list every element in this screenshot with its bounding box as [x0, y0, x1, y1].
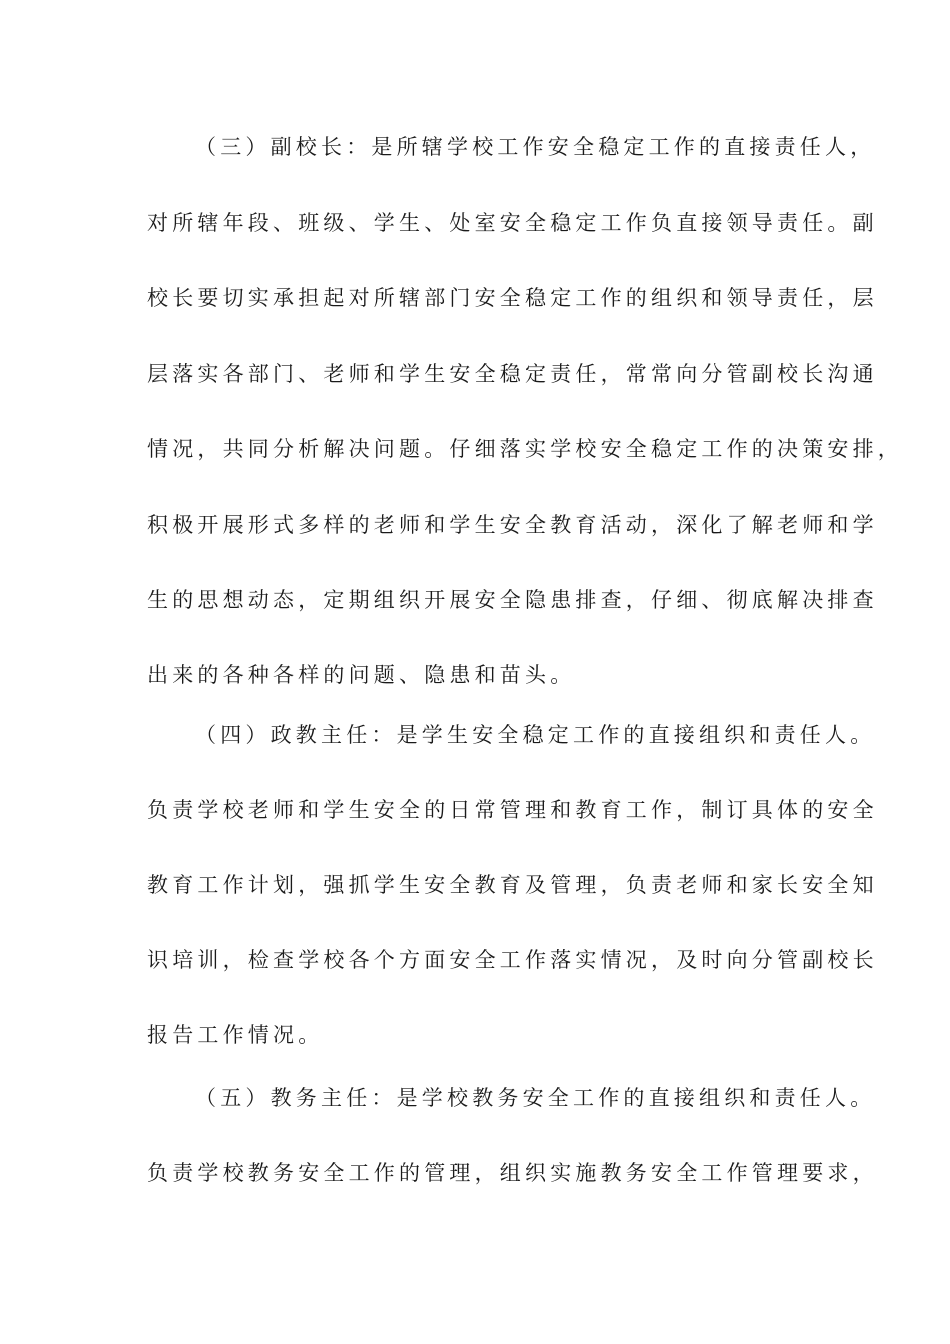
text-line: 识培训，检查学校各个方面安全工作落实情况，及时向分管副校长 — [147, 948, 878, 972]
text-line: 负责学校老师和学生安全的日常管理和教育工作，制订具体的安全 — [147, 798, 878, 822]
text-line: 情况，共同分析解决问题。仔细落实学校安全稳定工作的决策安排， — [147, 437, 903, 461]
paragraph-4-heading-line: （四）政教主任：是学生安全稳定工作的直接组织和责任人。 — [195, 723, 876, 747]
text-line: 生的思想动态，定期组织开展安全隐患排查，仔细、彻底解决排查 — [147, 588, 878, 612]
paragraph-3-heading-line: （三）副校长：是所辖学校工作安全稳定工作的直接责任人， — [195, 135, 876, 159]
text-line: 层落实各部门、老师和学生安全稳定责任，常常向分管副校长沟通 — [147, 362, 878, 386]
text-line: 对所辖年段、班级、学生、处室安全稳定工作负直接领导责任。副 — [147, 211, 878, 235]
paragraph-5-heading-line: （五）教务主任：是学校教务安全工作的直接组织和责任人。 — [195, 1086, 876, 1110]
text-line: 积极开展形式多样的老师和学生安全教育活动，深化了解老师和学 — [147, 513, 878, 537]
text-line: 负责学校教务安全工作的管理，组织实施教务安全工作管理要求， — [147, 1161, 878, 1185]
text-line: 校长要切实承担起对所辖部门安全稳定工作的组织和领导责任，层 — [147, 286, 878, 310]
text-line: 出来的各种各样的问题、隐患和苗头。 — [147, 663, 576, 687]
text-line: 报告工作情况。 — [147, 1023, 324, 1047]
text-line: 教育工作计划，强抓学生安全教育及管理，负责老师和家长安全知 — [147, 873, 878, 897]
